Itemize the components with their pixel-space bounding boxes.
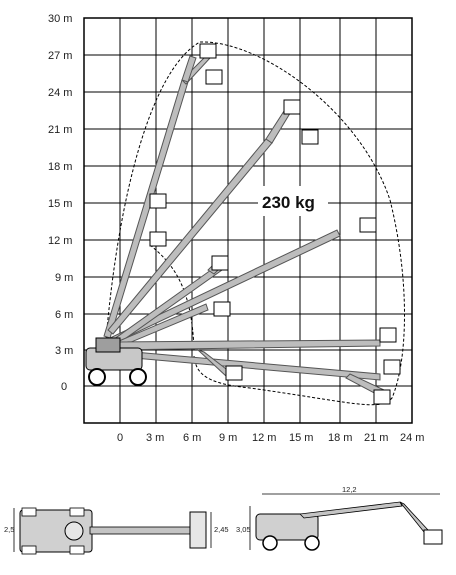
top-view [4,508,229,554]
top-view-basket-width: 2,45 [214,525,229,534]
y-tick: 30 m [48,13,73,25]
side-view-basket [424,530,442,544]
basket [284,100,300,114]
x-tick: 24 m [400,432,425,444]
x-tick: 3 m [146,432,165,444]
y-tick: 0 [61,381,68,393]
top-view-width: 2,5 [4,525,15,534]
y-tick: 21 m [48,124,73,136]
basket [200,44,216,58]
x-tick: 21 m [364,432,389,444]
y-tick: 27 m [48,50,73,62]
basket [302,130,318,144]
basket [374,390,390,404]
x-tick: 15 m [289,432,314,444]
y-axis-labels [48,13,73,393]
y-tick: 18 m [48,161,73,173]
x-tick: 18 m [328,432,353,444]
basket [384,360,400,374]
x-tick: 12 m [252,432,277,444]
capacity-label: 230 kg [262,193,315,212]
x-tick: 9 m [219,432,238,444]
top-view-basket [190,512,206,548]
basket [212,256,228,270]
x-tick: 0 [117,432,124,444]
wheel [130,369,146,385]
y-tick: 12 m [48,235,73,247]
y-tick: 6 m [55,309,74,321]
y-tick: 24 m [48,87,73,99]
y-tick: 15 m [48,198,73,210]
basket [150,232,166,246]
y-tick: 3 m [55,345,74,357]
x-tick: 6 m [183,432,202,444]
x-axis-labels [117,432,424,444]
basket [214,302,230,316]
basket [150,194,166,208]
basket [226,366,242,380]
side-view [236,485,442,550]
basket [206,70,222,84]
y-tick: 9 m [55,272,74,284]
side-view-height: 3,05 [236,525,251,534]
basket [360,218,376,232]
side-view-length: 12,2 [342,485,357,494]
wheel [89,369,105,385]
basket [380,328,396,342]
